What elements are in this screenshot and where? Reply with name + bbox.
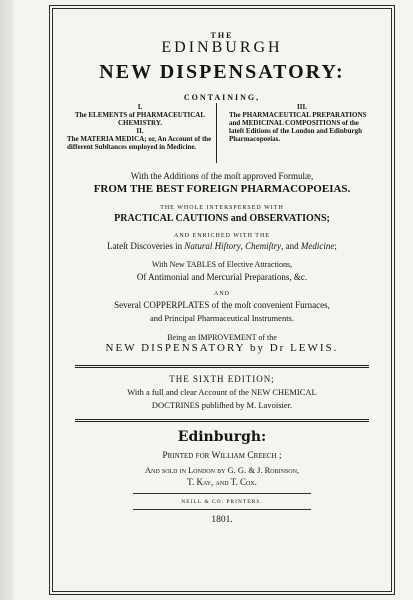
- title-page: [14, 0, 413, 600]
- and-text: , and: [281, 241, 301, 251]
- imprint-city: Edinburgh:: [177, 429, 267, 445]
- title-the: THE: [210, 31, 234, 40]
- book-spine-shadow: [0, 0, 14, 600]
- sold-in-london-line: And sold in London by G. G. & J. Robinson,: [144, 465, 300, 475]
- medicine-text: Medicine: [300, 241, 335, 251]
- additions-line: With the Additions of the moſt approved Formulæ,: [130, 171, 314, 181]
- contents-numeral-3: III.: [297, 103, 307, 111]
- containing-label: CONTAINING,: [183, 93, 261, 102]
- contents-numeral-2: II.: [136, 127, 144, 135]
- latest-text: Lateſt Discoveries in: [107, 241, 185, 251]
- lavoisier-line: DOCTRINES publiſhed by M. Lavoisier.: [151, 400, 293, 410]
- chemistry-text: Chemiſtry: [245, 241, 282, 251]
- sixth-edition-line: THE SIXTH EDITION;: [169, 374, 275, 384]
- tables-line: With New TABLES of Elective Attractions,: [151, 260, 293, 269]
- contents-item-2: The MATERIA MEDICA; or, An Account of the different Subſtances employed in Medicine.: [67, 135, 212, 151]
- and-label: AND: [214, 291, 230, 297]
- interspersed-label: THE WHOLE INTERSPERSED WITH: [160, 205, 284, 211]
- natural-history-text: Natural Hiſtory: [184, 241, 241, 251]
- printed-for-line: Printed for William Creech ;: [162, 451, 282, 461]
- instruments-line: and Principal Pharmaceutical Instruments.: [150, 313, 294, 323]
- chemical-account-line: With a full and clear Account of the NEW CHEMICAL: [127, 387, 317, 397]
- antimonial-line: Of Antimonial and Mercurial Preparations, &c.: [136, 272, 308, 282]
- contents-item-1: The ELEMENTS of PHARMACEUTICAL CHEMISTRY.: [74, 111, 206, 127]
- dr-lewis-line: NEW DISPENSATORY by Dr LEWIS.: [105, 342, 339, 354]
- enriched-label: AND ENRICHED WITH THE: [174, 233, 270, 239]
- contents-numeral-1: I.: [137, 103, 143, 111]
- double-rule-top: [75, 365, 369, 368]
- page-border: [52, 8, 392, 592]
- title-edinburgh: EDINBURGH: [161, 39, 283, 56]
- contents-left-column: [67, 103, 213, 151]
- contents-right-column: [229, 103, 375, 143]
- column-divider: [216, 103, 217, 163]
- publication-year: 1801.: [211, 515, 233, 525]
- improvement-line: Being an IMPROVEMENT of the: [167, 333, 277, 342]
- copperplates-line: Several COPPERPLATES of the moſt convenient Furnaces,: [114, 300, 330, 310]
- kay-cox-line: T. Kay, and T. Cox.: [187, 477, 257, 487]
- double-rule-bottom: [75, 419, 369, 422]
- foreign-pharmacopoeias-line: FROM THE BEST FOREIGN PHARMACOPOEIAS.: [93, 183, 351, 195]
- contents-item-3: The PHARMACEUTICAL PREPARATIONS and MEDICINAL COMPOSITIONS of the lateſt Editions of the London and Edinburgh Pharmacopoeias.: [229, 111, 367, 143]
- printer-rule-top: [133, 493, 311, 494]
- title-new-dispensatory: NEW DISPENSATORY:: [99, 61, 345, 83]
- printers-line: NEILL & CO. PRINTERS.: [181, 499, 263, 505]
- latest-discoveries-line: [53, 241, 391, 251]
- printer-rule-bottom: [133, 509, 311, 510]
- practical-cautions-line: PRACTICAL CAUTIONS and OBSERVATIONS;: [114, 213, 330, 224]
- comma-text: ,: [240, 241, 246, 251]
- semicolon-text: ;: [334, 241, 337, 251]
